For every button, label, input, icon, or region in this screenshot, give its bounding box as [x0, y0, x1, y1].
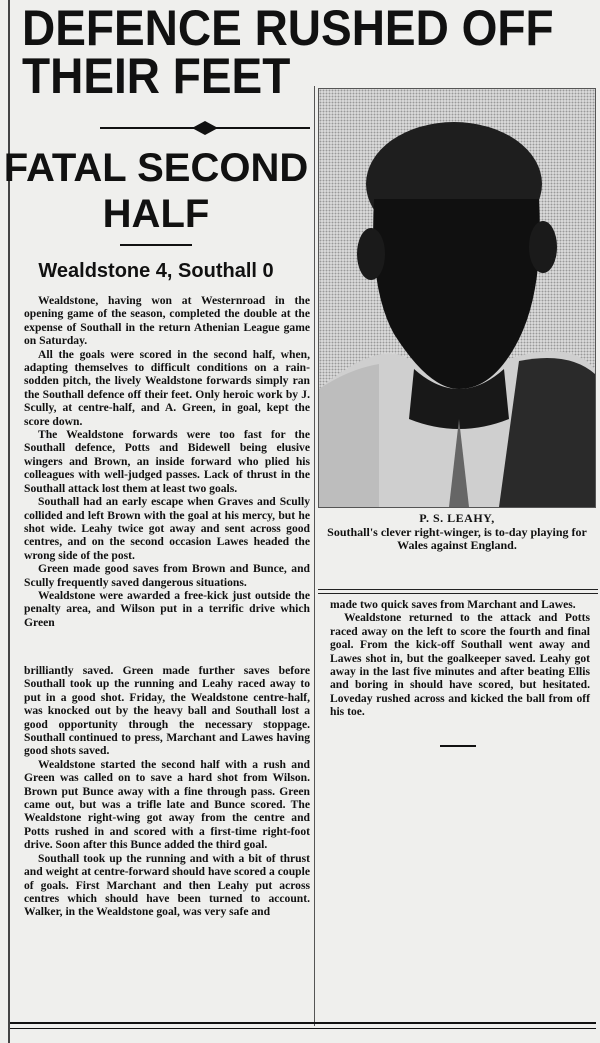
portrait-image: [319, 89, 595, 507]
article-column-3: [330, 598, 590, 719]
paragraph: Southall took up the running and with a bit of thrust and weight at centre-forward should have scored a couple of goals. First Marchant and then Leahy put across centres which should have been turned to account. Walker, in the Wealdstone goal, was very safe and: [24, 851, 310, 919]
caption-text: Southall's clever right-winger, is to-day playing for Wales against England.: [327, 524, 587, 552]
end-rule: [440, 745, 476, 747]
player-photo: [318, 88, 596, 508]
bottom-rule: [10, 1022, 596, 1029]
headline: [22, 0, 574, 104]
subheadline-line-2: HALF: [102, 192, 210, 236]
subheadline-line-1: FATAL SECOND: [3, 146, 309, 190]
paragraph: Wealdstone were awarded a free-kick just outside the penalty area, and Wilson put in a terrific drive which Green: [24, 588, 310, 629]
paragraph: made two quick saves from Marchant and Lawes.: [330, 598, 576, 611]
article-column-2: [24, 664, 310, 919]
headline-line-2: THEIR FEET: [22, 48, 291, 104]
ornament-divider: [100, 120, 310, 136]
column-divider: [314, 86, 315, 1026]
divider-rule: [120, 244, 192, 246]
headline-line-1: DEFENCE RUSHED OFF: [22, 0, 554, 56]
paragraph: All the goals were scored in the second half, when, adapting themselves to difficult conditions on a rain-sodden pitch, the lively Wealdstone forwards simply ran the Southall defence off their feet. Only heroic work by J. Scully, at centre-half, and A. Green, in goal, kept the score down.: [24, 347, 310, 428]
section-rule: [318, 589, 598, 594]
caption-name: P. S. LEAHY,: [419, 511, 495, 525]
article-column-1: [24, 294, 310, 629]
paragraph: brilliantly saved. Green made further saves before Southall took up the running and Leahy raced away to put in a good shot. Friday, the Wealdstone centre-half, was knocked out by the heavy ball and Southall lost a good opportunity through the necessary stoppage. Southall continued to press, Marchant and Lawes having good shots saved.: [24, 664, 310, 758]
subheadline: [0, 145, 312, 237]
paragraph: Green made good saves from Brown and Bunce, and Scully frequently saved dangerous situations.: [24, 562, 310, 589]
paragraph: Wealdstone, having won at Westernroad in the opening game of the season, completed the double at the expense of Southall in the return Athenian League game on Saturday.: [24, 294, 310, 348]
paragraph: The Wealdstone forwards were too fast for the Southall defence, Potts and Bidewell being elusive wingers and Brown, an inside forward who plied his colleagues with well-judged passes. Lack of thrust in the Southall attack lost them at least two goals.: [24, 428, 310, 495]
photo-caption: [318, 512, 596, 553]
paragraph: Southall had an early escape when Graves and Scully collided and left Brown with the goal at his mercy, but he shot wide. Leahy twice got away and sent across good centres, and on the second occasion Lawes headed the wrong side of the post.: [24, 495, 310, 562]
paragraph: Wealdstone returned to the attack and Potts raced away on the left to score the fourth and final goal. From the kick-off Southall went away and Lawes shot in, but the goalkeeper saved. Leahy got away in the last five minutes and after beating Ellis and boring in should have scored, but hesitated. Loveday rushed across and kicked the ball from off his toe.: [330, 611, 590, 719]
paragraph: Wealdstone started the second half with a rush and Green was called on to save a hard shot from Wilson. Brown put Bunce away with a fine through pass. Green came out, but was a trifle late and Bunce scored. The Wealdstone right-wing got away from the centre and Potts rushed in and scored with a first-time right-foot drive. Soon after this Bunce added the third goal.: [24, 757, 310, 852]
score-line: Wealdstone 4, Southall 0: [38, 260, 274, 282]
